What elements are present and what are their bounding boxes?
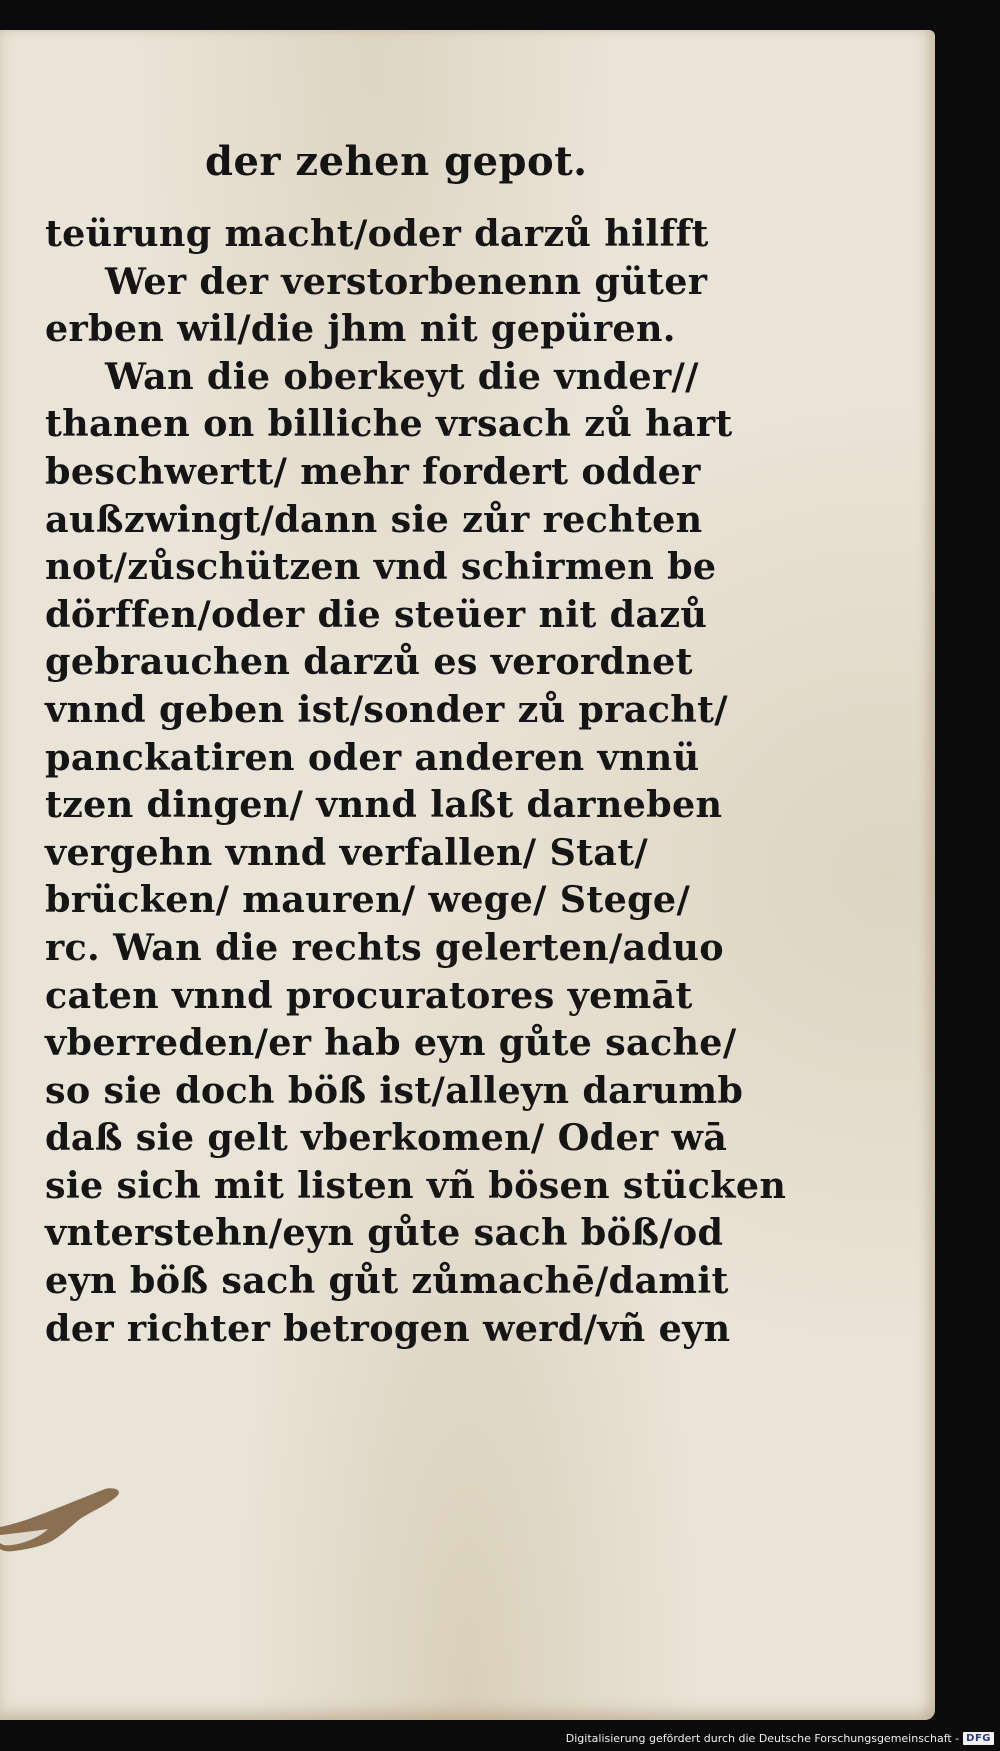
text-line: außzwingt/dann sie zůr rechten bbox=[45, 497, 703, 541]
running-head: der zehen gepot. bbox=[205, 138, 588, 185]
text-line: caten vnnd procuratores yemāt bbox=[45, 973, 693, 1017]
text-line: sie sich mit listen vñ bösen stücken bbox=[45, 1163, 787, 1207]
text-line: vergehn vnnd verfallen/ Stat/ bbox=[45, 830, 649, 874]
text-line: dörffen/oder die steüer nit dazů bbox=[45, 592, 708, 636]
text-line: not/zůschützen vnd schirmen be bbox=[45, 545, 717, 589]
text-line: teürung macht/oder darzů hilfft bbox=[45, 212, 709, 255]
text-line: so sie doch böß ist/alleyn darumb bbox=[45, 1068, 744, 1112]
dfg-logo: DFG bbox=[963, 1732, 994, 1745]
text-line: Wer der verstorbenenn güter bbox=[105, 259, 708, 303]
text-line: eyn böß sach gůt zůmachē/damit bbox=[45, 1259, 729, 1303]
text-line: vnnd geben ist/sonder zů pracht/ bbox=[45, 687, 728, 731]
page-tear-mark bbox=[0, 1485, 125, 1555]
text-block bbox=[45, 210, 787, 1352]
text-line: beschwertt/ mehr fordert odder bbox=[45, 449, 701, 493]
text-line: brücken/ mauren/ wege/ Stege/ bbox=[45, 878, 691, 922]
text-line: erben wil/die jhm nit gepüren. bbox=[45, 307, 676, 351]
credit-text: Digitalisierung gefördert durch die Deutsche Forschungsgemeinschaft - bbox=[565, 1732, 960, 1745]
text-line: rc. Wan die rechts gelerten/aduo bbox=[45, 925, 724, 969]
text-line: Wan die oberkeyt die vnder// bbox=[105, 354, 699, 398]
text-line: vberreden/er hab eyn gůte sache/ bbox=[45, 1021, 737, 1065]
text-line: vnterstehn/eyn gůte sach böß/od bbox=[45, 1211, 724, 1255]
text-line: tzen dingen/ vnnd laßt darneben bbox=[45, 783, 723, 827]
text-line: thanen on billiche vrsach zů hart bbox=[45, 402, 733, 446]
text-line: der richter betrogen werd/vñ eyn bbox=[45, 1306, 731, 1350]
digitization-credit bbox=[566, 1732, 994, 1745]
text-line: daß sie gelt vberkomen/ Oder wā bbox=[45, 1116, 728, 1160]
text-line: panckatiren oder anderen vnnü bbox=[45, 735, 700, 779]
text-line: gebrauchen darzů es verordnet bbox=[45, 640, 693, 684]
book-page bbox=[0, 30, 935, 1720]
